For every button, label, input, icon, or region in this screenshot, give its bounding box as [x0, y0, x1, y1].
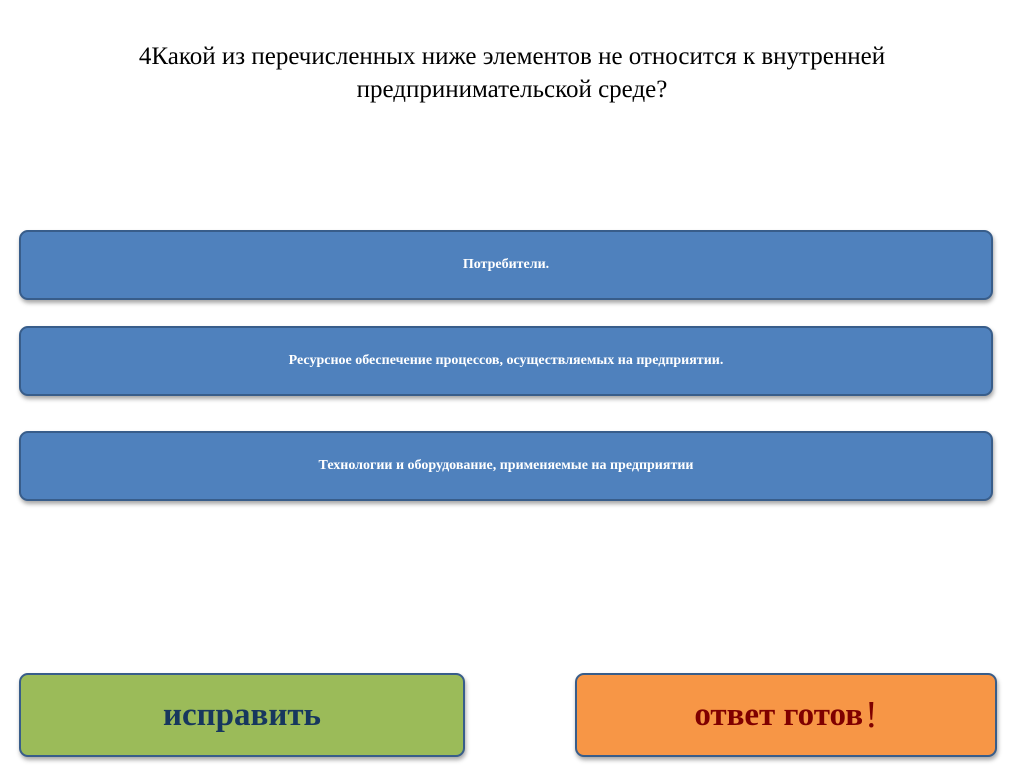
- question-line-2: предпринимательской среде?: [356, 76, 668, 103]
- answer-option-2-label: Ресурсное обеспечение процессов, осуществляемых на предприятии.: [288, 353, 724, 368]
- fix-button-label: исправить: [162, 696, 322, 733]
- question-line-1: 4Какой из перечисленных ниже элементов не относится к внутренней: [138, 43, 886, 70]
- answer-option-1[interactable]: [19, 230, 993, 300]
- answer-ready-button[interactable]: [575, 673, 997, 757]
- question-title: [40, 40, 984, 106]
- answer-option-3-label: Технологии и оборудование, применяемые на предприятии: [318, 458, 694, 473]
- exclamation-mark: !: [865, 694, 878, 736]
- answer-ready-button-label: ответ готов: [694, 696, 864, 733]
- fix-button[interactable]: [19, 673, 465, 757]
- answer-option-2[interactable]: [19, 326, 993, 396]
- answer-option-1-label: Потребители.: [462, 257, 550, 272]
- answer-option-3[interactable]: [19, 431, 993, 501]
